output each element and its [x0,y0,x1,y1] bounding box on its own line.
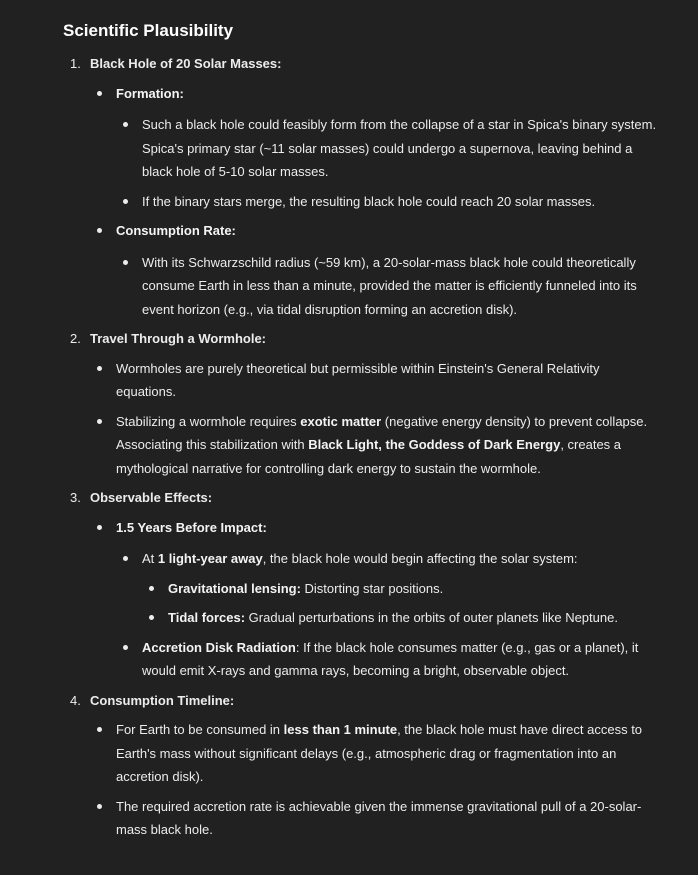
list-item-wormhole [63,327,663,480]
list-item-black-hole [63,52,663,321]
numbered-list [63,52,663,842]
list-item-consumption-timeline [63,689,663,842]
text-bold: Tidal forces: [168,610,246,625]
bullet-list [90,82,663,322]
bullet-item [116,636,663,683]
text-run: , the black hole would begin affecting the solar system: [262,551,578,566]
text-run: , the black hole must have direct access to Earth's mass without significant delays (e.g., atmospheric drag or fragmentation into an accretion disk). [116,722,643,784]
bullet-list-nested [116,251,663,322]
text-bold: exotic matter [300,413,382,429]
bullet-item: Wormholes are purely theoretical but permissible within Einstein's General Relativity equations. [90,357,663,404]
bullet-list [90,516,663,683]
response-content [63,18,663,842]
text-bold: Gravitational lensing: [168,580,301,596]
text-bold: Black Light, the Goddess of Dark Energy [308,437,561,452]
list-number: 3. [70,490,81,505]
bullet-item: If the binary stars merge, the resulting black hole could reach 20 solar masses. [116,190,663,214]
text-run: Gradual perturbations in the orbits of outer planets like Neptune. [245,610,618,625]
bullet-item: The required accretion rate is achievable given the immense gravitational pull of a 20-solar-mass black hole. [90,795,663,842]
text-run: : If the black hole consumes matter (e.g., gas or a planet), it would emit X-rays and gamma rays, becoming a bright, observable object. [142,639,639,678]
item-title: Consumption Timeline: [90,692,235,708]
text-run: (negative energy density) to prevent collapse. Associating this stabilization with [116,413,648,452]
text-run: For Earth to be consumed in [116,722,284,737]
text-run: Stabilizing a wormhole requires [116,413,301,429]
list-number: 4. [70,692,81,708]
bullet-list [90,718,663,842]
bullet-formation [90,82,663,214]
bullet-label: Formation: [116,85,184,101]
bullet-list [90,357,663,481]
bullet-item [142,606,663,630]
bullet-list-nested [116,113,663,213]
item-title: Travel Through a Wormhole: [90,331,267,346]
text-bold: 1 light-year away [157,551,263,566]
text-bold: Accretion Disk Radiation [142,639,296,655]
text-run: At [142,551,158,566]
bullet-list-nested-2 [142,577,663,630]
item-title: Black Hole of 20 Solar Masses: [90,56,282,71]
bullet-label: Consumption Rate: [116,223,236,238]
bullet-item [116,547,663,630]
bullet-item [90,410,663,481]
bullet-item: Such a black hole could feasibly form from the collapse of a star in Spica's binary system. Spica's primary star (~11 solar masses) could undergo a supernova, leaving behind a black hole of 5-10 solar masses. [116,113,663,184]
bullet-item: With its Schwarzschild radius (~59 km), a 20-solar-mass black hole could theoretically consume Earth in less than a minute, provided the matter is efficiently funneled into its event horizon (e.g., via tidal disruption forming an accretion disk). [116,251,663,322]
bullet-consumption-rate [90,219,663,321]
item-title: Observable Effects: [90,490,213,505]
list-item-observable-effects [63,486,663,683]
bullet-before-impact [90,516,663,683]
list-number: 2. [70,331,81,346]
list-number: 1. [70,56,81,71]
bullet-item [90,718,663,789]
text-run: , creates a mythological narrative for controlling dark energy to sustain the wormhole. [116,437,622,476]
text-run: Distorting star positions. [300,580,444,596]
text-bold: less than 1 minute [283,722,398,737]
section-heading: Scientific Plausibility [63,21,234,40]
bullet-label: 1.5 Years Before Impact: [116,519,267,535]
bullet-item [142,577,663,601]
bullet-list-nested [116,547,663,683]
